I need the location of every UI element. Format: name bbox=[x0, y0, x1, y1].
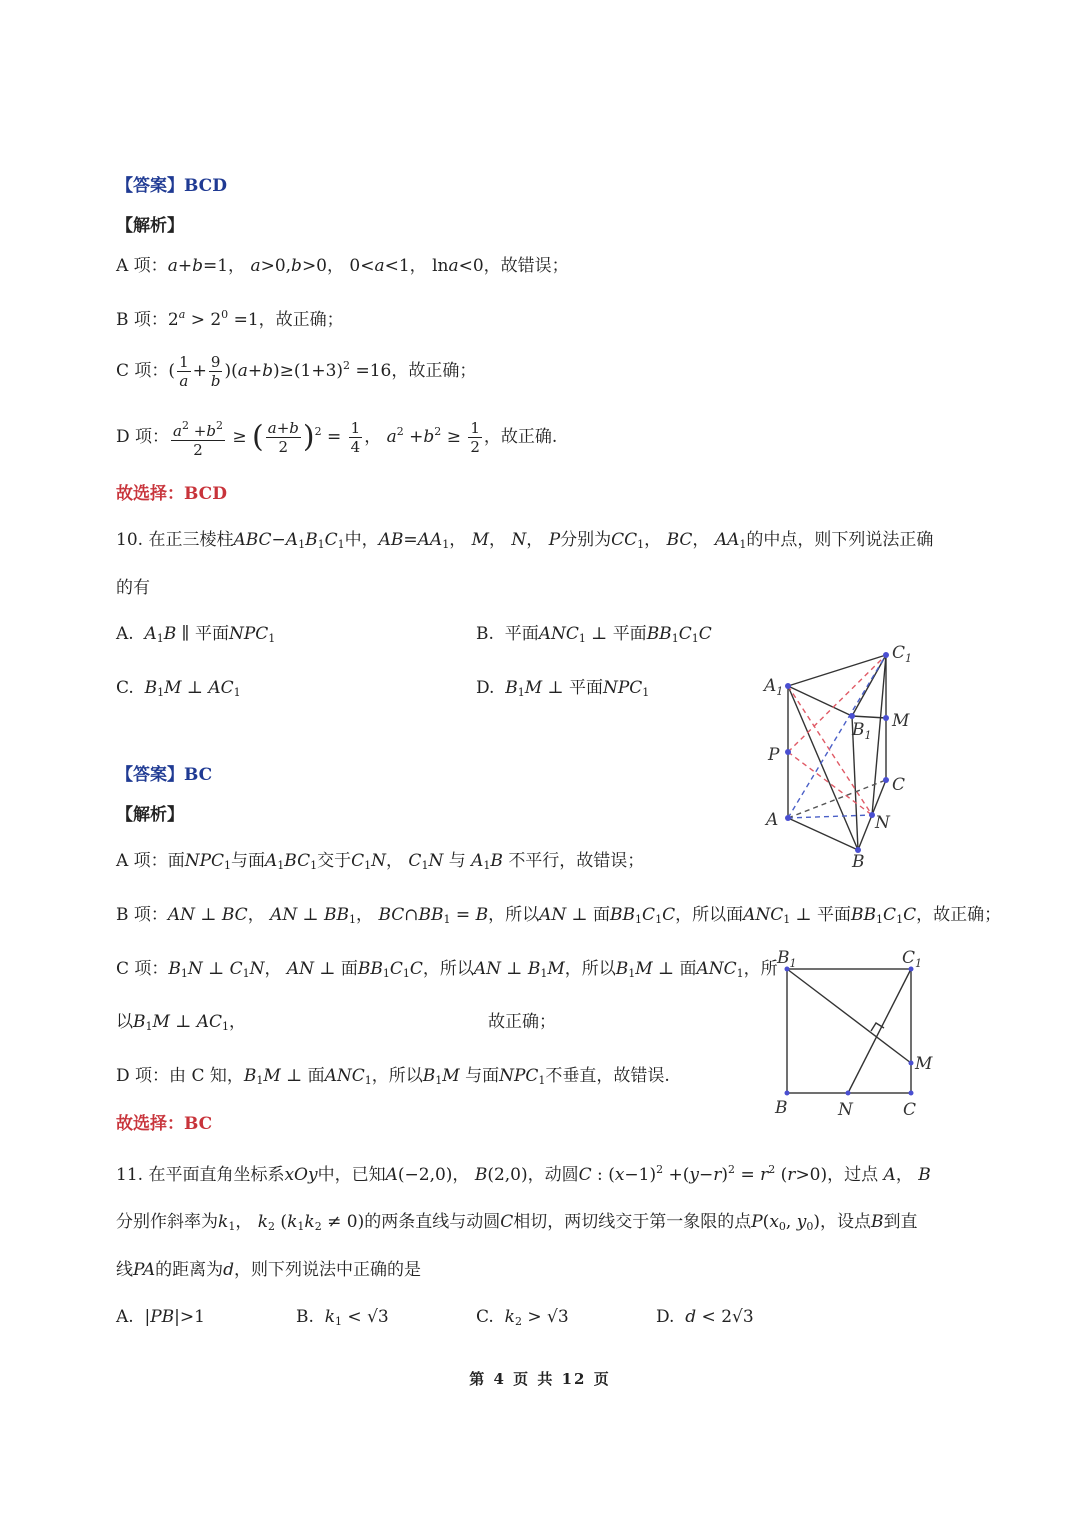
square-figure bbox=[770, 945, 940, 1125]
q10-option-c: C. $B_1M$ ⊥ $AC_1$ bbox=[116, 678, 241, 699]
q11-option-d: D. d < 2√3 bbox=[656, 1307, 754, 1327]
svg-text:N: N bbox=[875, 813, 890, 833]
q10-choose-line bbox=[116, 1112, 212, 1136]
q9-analysis-tag: 【解析】 bbox=[116, 216, 184, 236]
vertex-b1 bbox=[849, 713, 855, 719]
vertex-c1 bbox=[883, 652, 889, 658]
vertex-m bbox=[883, 715, 889, 721]
point-c bbox=[909, 1091, 914, 1096]
vertex-a bbox=[785, 815, 791, 821]
q11-stem-line3: 线PA的距离为d，则下列说法中正确的是 bbox=[116, 1260, 422, 1280]
answer-value: BC bbox=[184, 765, 213, 785]
answer-tag: 【答案】 bbox=[116, 176, 184, 196]
q10-analysis-a: A 项：面$NPC_1$与面$A_1BC_1$交于$C_1N$， $C_1N$ 与 $A_1B$ 不平行，故错误； bbox=[116, 851, 645, 872]
edge-a1-b1 bbox=[788, 686, 852, 716]
q11-option-c: C. $k_2 > √3$ bbox=[476, 1307, 569, 1328]
q9-choose-line bbox=[116, 482, 227, 506]
q9-item-c: C 项：( $\frac{1}{a}$ + $\frac{9}{b}$ )$(a+b)\ge(1+3)^2 =16$，故正确； bbox=[116, 353, 477, 390]
svg-text:B1: $B_1$ bbox=[777, 948, 797, 970]
point-b bbox=[785, 1091, 790, 1096]
svg-text:B1: $B_1$ bbox=[852, 720, 872, 742]
svg-text:M: M bbox=[892, 711, 910, 731]
q9-item-a: A 项：a+b=1， a>0,b>0， 0<a<1， lna<0，故错误； bbox=[116, 256, 569, 276]
q10-stem-line2: 的有 bbox=[116, 578, 150, 598]
vertex-p bbox=[785, 749, 791, 755]
q10-analysis-d: D 项：由 C 知，$B_1M$ ⊥ 面$ANC_1$，所以$B_1M$ 与面$NPC_1$不垂直，故错误. bbox=[116, 1066, 670, 1087]
svg-text:A: A bbox=[766, 810, 779, 830]
edge-a-b bbox=[788, 818, 858, 850]
q10-option-b: B. 平面$ANC_1$ ⊥ 平面$BB_1C_1C$ bbox=[476, 624, 712, 645]
prism-figure bbox=[750, 630, 980, 880]
q10-stem-line1: 10. 在正三棱柱$ABC-A_1B_1C_1$中，$AB=AA_1$， M， N， P分别为$CC_1$， BC， $AA_1$的中点，则下列说法正确 bbox=[116, 530, 934, 551]
edge-c1-n bbox=[872, 655, 886, 815]
svg-text:A1: $A_1$ bbox=[764, 676, 784, 698]
vertex-a1 bbox=[785, 683, 791, 689]
dashed-a-n bbox=[788, 815, 872, 818]
q10-option-a: A. $A_1B$ ∥ 平面$NPC_1$ bbox=[116, 624, 276, 645]
q10-analysis-c-cont: 以$B_1M$ ⊥ $AC_1$， bbox=[116, 1012, 247, 1033]
q10-analysis-b: B 项：AN ⊥ BC， AN ⊥ $BB_1$， $BC\cap BB_1 = B$，所以AN ⊥ 面$BB_1C_1C$，所以面$ANC_1$ ⊥ 平面$BB_1C_1C$，故正确； bbox=[116, 905, 1002, 926]
svg-text:P: P bbox=[768, 745, 780, 765]
page-footer: 第 4 页 共 12 页 bbox=[469, 1370, 611, 1388]
svg-text:C1: $C_1$ bbox=[902, 948, 923, 970]
point-m bbox=[909, 1061, 914, 1066]
segment-b1-m bbox=[787, 969, 911, 1063]
choose-value: BC bbox=[184, 1114, 213, 1134]
point-n bbox=[846, 1091, 851, 1096]
q11-option-b: B. $k_1 < √3$ bbox=[296, 1307, 389, 1328]
svg-text:B: B bbox=[852, 852, 865, 872]
right-angle-mark bbox=[871, 1023, 884, 1031]
edge-a1-b bbox=[788, 686, 858, 850]
choose-tag: 故选择： bbox=[116, 1114, 184, 1134]
choose-tag: 故选择： bbox=[116, 484, 184, 504]
svg-text:C1: $C_1$ bbox=[892, 643, 913, 665]
answer-tag: 【答案】 bbox=[116, 765, 184, 785]
svg-text:M: M bbox=[915, 1054, 933, 1074]
answer-value: BCD bbox=[184, 176, 227, 196]
segment-c1-n bbox=[848, 969, 911, 1093]
svg-text:C: C bbox=[892, 775, 906, 795]
q10-analysis-c: C 项：$B_1N$ ⊥ $C_1N$， AN ⊥ 面$BB_1C_1C$，所以AN ⊥ $B_1M$，所以$B_1M$ ⊥ 面$ANC_1$，所 bbox=[116, 959, 778, 980]
q9-item-d: D 项： $\frac{a^2 +b^2}{2}$ ≥ ( $\frac{a+b}{2}$ )$^2$ = $\frac{1}{4}$ ， $a^2 +b^2$ ≥ $\frac{1}{2}$ ，故正确. bbox=[116, 418, 558, 459]
svg-text:B: B bbox=[775, 1098, 788, 1118]
svg-text:N: N bbox=[838, 1100, 853, 1120]
q9-item-b: B 项：$2^a > 2^0 =1$，故正确； bbox=[116, 308, 344, 330]
q10-answer-line bbox=[116, 763, 212, 787]
q10-analysis-tag: 【解析】 bbox=[116, 805, 184, 825]
q10-analysis-c-correct: 故正确； bbox=[488, 1012, 556, 1032]
q11-stem-line1: 11. 在平面直角坐标系xOy中，已知A(−2,0)， B(2,0)，动圆C : $(x-1)^2 +(y-r)^2 = r^2$ (r>0)，过点 A， B bbox=[116, 1163, 931, 1185]
svg-text:C: C bbox=[903, 1100, 917, 1120]
vertex-c bbox=[883, 777, 889, 783]
q11-option-a: A. |PB|>1 bbox=[116, 1307, 205, 1327]
q11-stem-line2: 分别作斜率为$k_1$， $k_2$ $(k_1k_2 \ne 0)$的两条直线与动圆C相切，两切线交于第一象限的点$P(x_0$, $y_0$)，设点B到直 bbox=[116, 1212, 918, 1233]
q10-option-d: D. $B_1M$ ⊥ 平面$NPC_1$ bbox=[476, 678, 650, 699]
q9-answer-line bbox=[116, 174, 227, 198]
choose-value: BCD bbox=[184, 484, 227, 504]
square-bb1c1c bbox=[787, 969, 911, 1093]
